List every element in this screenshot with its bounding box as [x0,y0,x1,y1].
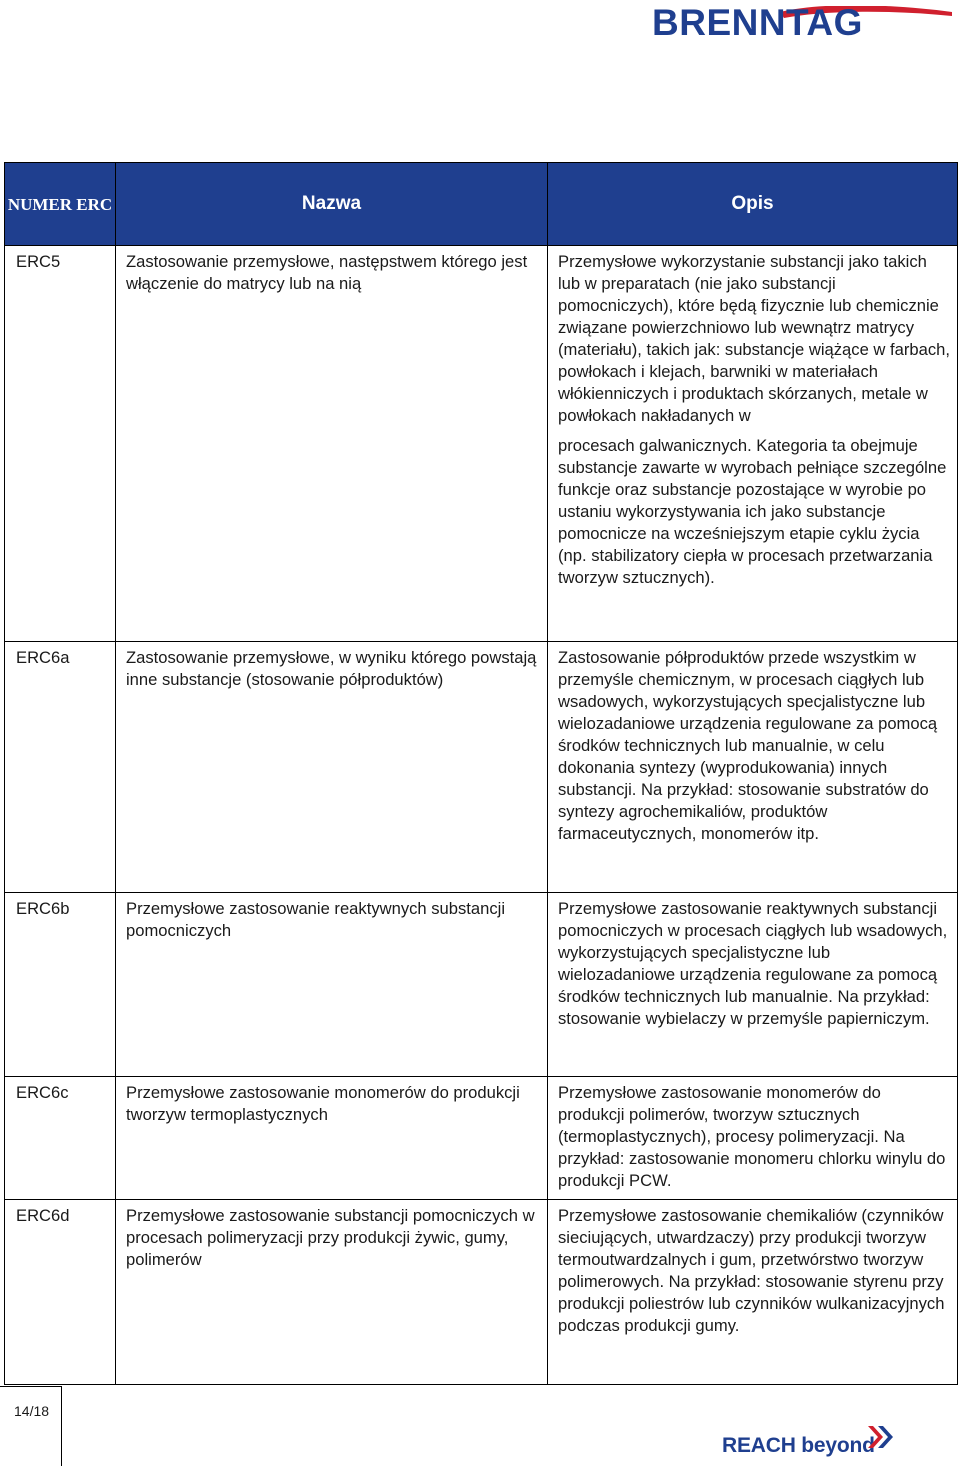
erc-description-part-2: procesach galwanicznych. Kategoria ta obejmuje substancje zawarte w wyrobach pełniące szczególne funkcje oraz substancje pozostające w wyrobie po ustaniu wykorzystywania ich jako substancje pomocnicze na wcześniejszym etapie cyklu życia (np. stabilizatory ciepła w procesach przetwarzania tworzyw sztucznych). [558,436,947,587]
erc-code: ERC5 [5,246,116,642]
page-number: 14/18 [14,1403,50,1419]
erc-code: ERC6a [5,642,116,893]
erc-name: Przemysłowe zastosowanie substancji pomocniczych w procesach polimeryzacji przy produkcji żywic, gumy, polimerów [116,1200,548,1385]
header-opis: Opis [548,163,958,246]
erc-name: Zastosowanie przemysłowe, w wyniku którego powstają inne substancje (stosowanie półproduktów) [116,642,548,893]
erc-name: Przemysłowe zastosowanie monomerów do produkcji tworzyw termoplastycznych [116,1077,548,1200]
table-row [5,893,958,1077]
reach-beyond-text: REACH beyond [722,1434,875,1457]
table-row [5,1200,958,1385]
header-numer-erc: NUMER ERC [5,163,116,246]
erc-description-part-1: Przemysłowe wykorzystanie substancji jako takich lub w preparatach (nie jako substancji pomocniczych), które będą fizycznie lub chemicznie związane powierzchniowo lub wewnątrz matrycy (materiału), takich jak: substancje wiążące w farbach, powłokach i klejach, barwniki w materiałach włókienniczych i produktach skórzanych, metale w powłokach nakładanych w [558,252,950,425]
erc-description: Przemysłowe zastosowanie chemikaliów (czynników sieciujących, utwardzaczy) przy produkcji tworzyw termoutwardzalnych i gum, przetwórstwo tworzyw polimerowych. Na przykład: stosowanie styrenu przy produkcji poliestrów lub czynników wulkanizacyjnych podczas produkcji gumy. [548,1200,958,1385]
erc-code: ERC6d [5,1200,116,1385]
table-header-row [5,163,958,246]
erc-description [548,246,958,642]
logo-text: BRENNTAG [652,2,863,43]
erc-code: ERC6c [5,1077,116,1200]
reach-beyond-logo [718,1418,898,1462]
table-row [5,642,958,893]
brenntag-logo [652,2,952,68]
erc-description: Zastosowanie półproduktów przede wszystkim w przemyśle chemicznym, w procesach ciągłych lub wsadowych, wykorzystujących specjalistyczne lub wielozadaniowe urządzenia regulowane za pomocą środków technicznych lub manualnie, w celu dokonania syntezy (wyprodukowania) innych substancji. Na przykład: stosowanie substratów do syntezy agrochemikaliów, produktów farmaceutycznych, monomerów itp. [548,642,958,893]
erc-table [4,162,958,1385]
header-nazwa: Nazwa [116,163,548,246]
table-row [5,1077,958,1200]
erc-description: Przemysłowe zastosowanie reaktywnych substancji pomocniczych w procesach ciągłych lub wsadowych, wykorzystujących specjalistyczne lub wielozadaniowe urządzenia regulowane za pomocą środków technicznych lub manualnie. Na przykład: stosowanie wybielaczy w przemyśle papierniczym. [548,893,958,1077]
erc-code: ERC6b [5,893,116,1077]
double-chevron-icon [866,1424,896,1450]
erc-name: Przemysłowe zastosowanie reaktywnych substancji pomocniczych [116,893,548,1077]
erc-description: Przemysłowe zastosowanie monomerów do produkcji polimerów, tworzyw sztucznych (termoplastycznych), procesy polimeryzacji. Na przykład: zastosowanie monomeru chlorku winylu do produkcji PCW. [548,1077,958,1200]
page-number-box [0,1386,62,1466]
table-row [5,246,958,642]
erc-name: Zastosowanie przemysłowe, następstwem którego jest włączenie do matrycy lub na nią [116,246,548,642]
